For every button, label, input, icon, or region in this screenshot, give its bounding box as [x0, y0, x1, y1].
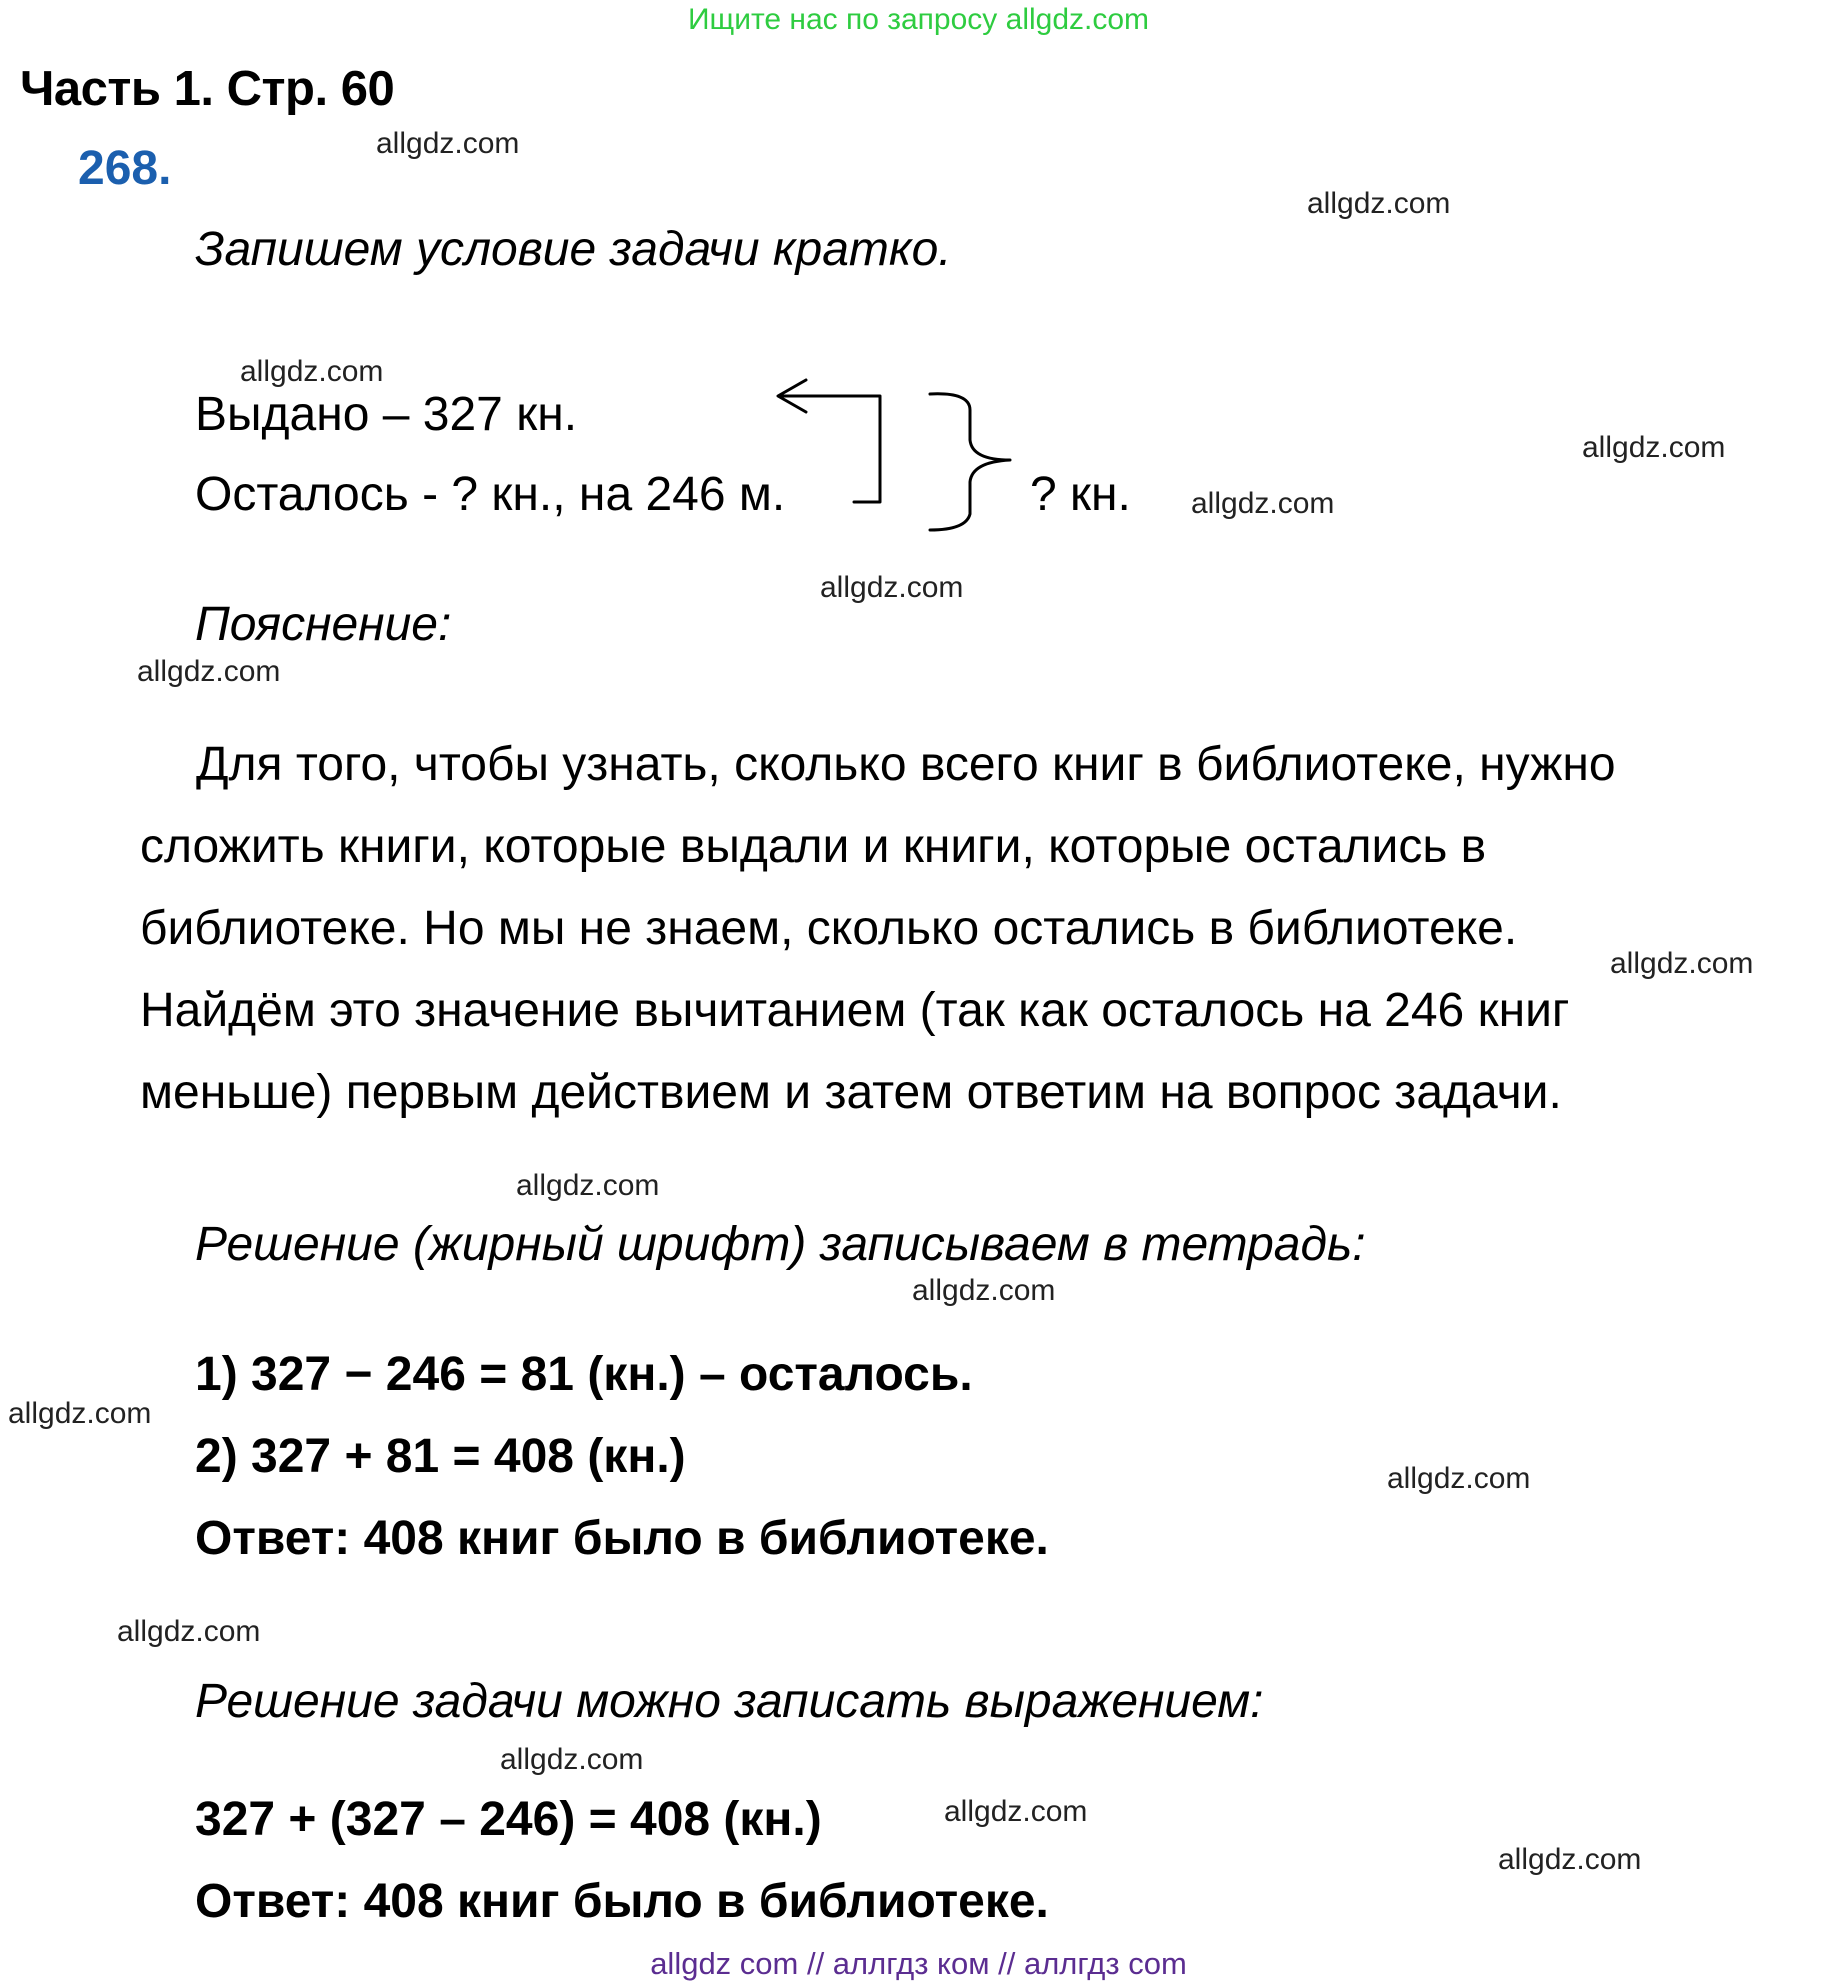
explanation-text [140, 724, 1820, 1134]
expression-answer: Ответ: 408 книг было в библиотеке. [195, 1875, 1049, 1928]
curly-brace-icon [930, 394, 1010, 530]
watermark: allgdz.com [240, 355, 384, 388]
watermark: allgdz.com [820, 571, 964, 604]
solution-heading: Решение (жирный шрифт) записываем в тетрадь: [195, 1218, 1366, 1271]
explanation-line: сложить книги, которые выдали и книги, которые остались в [140, 820, 1487, 873]
header-banner: Ищите нас по запросу allgdz.com [687, 3, 1150, 36]
watermark: allgdz.com [1610, 947, 1754, 980]
watermark: allgdz.com [1582, 431, 1726, 464]
watermark: allgdz.com [944, 1795, 1088, 1828]
watermark: allgdz.com [1191, 487, 1335, 520]
watermark: allgdz.com [516, 1169, 660, 1202]
explanation-line: Найдём это значение вычитанием (так как осталось на 246 книг [140, 984, 1570, 1037]
expression-formula: 327 + (327 – 246) = 408 (кн.) [195, 1793, 822, 1846]
watermark: allgdz.com [912, 1274, 1056, 1307]
page-title: Часть 1. Стр. 60 [20, 62, 395, 116]
explanation-line: библиотеке. Но мы не знаем, сколько остались в библиотеке. [140, 902, 1518, 955]
explanation-line: Для того, чтобы узнать, сколько всего книг в библиотеке, нужно [196, 738, 1616, 791]
footer-links: allgdz com // аллгдз ком // аллгдз com [650, 1946, 1187, 1981]
task-number: 268. [78, 142, 172, 195]
watermark: allgdz.com [376, 127, 520, 160]
watermark: allgdz.com [1498, 1843, 1642, 1876]
watermark: allgdz.com [1307, 187, 1451, 220]
watermark: allgdz.com [8, 1397, 152, 1430]
watermark: allgdz.com [500, 1743, 644, 1776]
condition-line-remaining: Осталось - ? кн., на 246 м. [195, 468, 786, 521]
condition-line-issued: Выдано – 327 кн. [195, 388, 578, 441]
expression-heading: Решение задачи можно записать выражением: [195, 1675, 1264, 1728]
condition-heading: Запишем условие задачи кратко. [195, 223, 952, 276]
watermark: allgdz.com [117, 1615, 261, 1648]
watermark: allgdz.com [1387, 1462, 1531, 1495]
arrow-connector [780, 396, 880, 502]
solution-answer: Ответ: 408 книг было в библиотеке. [195, 1512, 1049, 1565]
explanation-heading: Пояснение: [195, 598, 452, 651]
solution-step-2: 2) 327 + 81 = 408 (кн.) [195, 1430, 686, 1483]
condition-total: ? кн. [1030, 468, 1131, 521]
solution-step-1: 1) 327 − 246 = 81 (кн.) – осталось. [195, 1348, 973, 1401]
explanation-line: меньше) первым действием и затем ответим на вопрос задачи. [140, 1066, 1562, 1119]
watermark: allgdz.com [137, 655, 281, 688]
